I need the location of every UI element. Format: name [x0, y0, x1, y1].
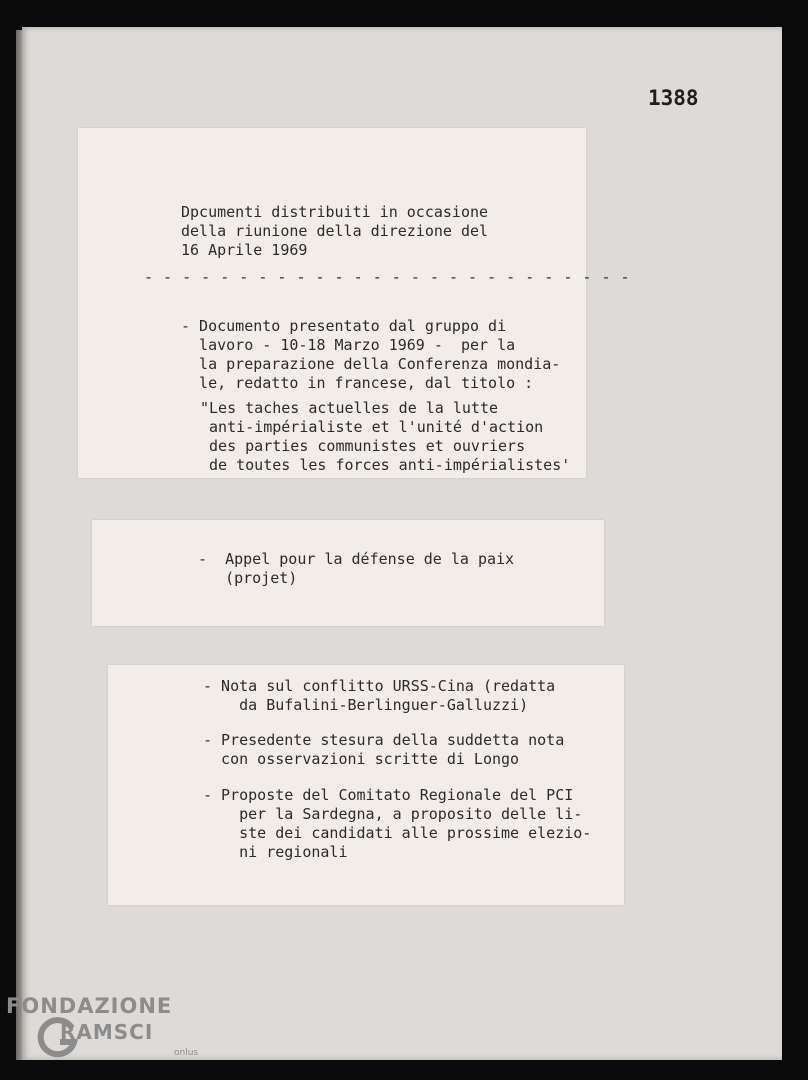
item1-line: le, redatto in francese, dal titolo : [181, 374, 534, 392]
item1-quote-line: des parties communistes et ouvriers [200, 437, 526, 455]
item1-line: la preparazione della Conferenza mondia- [181, 355, 561, 373]
logo-line2: RAMSCI [60, 1020, 154, 1044]
item3-line: ni regionali [203, 843, 348, 861]
item1-quote-line: anti-impérialiste et l'unité d'action [200, 418, 544, 436]
logo-line1: FONDAZIONE [6, 994, 173, 1018]
logo-suffix: onlus [174, 1048, 199, 1058]
slip-appeal [92, 520, 604, 626]
item1-quote-line: de toutes les forces anti-impérialistes' [200, 456, 571, 474]
page-number: 1388 [648, 86, 699, 110]
item3-line: - Presedente stesura della suddetta nota [203, 731, 565, 749]
separator-dashes: - - - - - - - - - - - - - - - - - - - - - - - - - - [144, 268, 631, 286]
item3-line: ste dei candidati alle prossime elezio- [203, 824, 592, 842]
header-line: Dpcumenti distribuiti in occasione [181, 203, 489, 221]
item1-line: lavoro - 10-18 Marzo 1969 - per la [181, 336, 516, 354]
item3-line: - Proposte del Comitato Regionale del PCI [203, 786, 574, 804]
item1-line: - Documento presentato dal gruppo di [181, 317, 507, 335]
item1-quote-line: "Les taches actuelles de la lutte [200, 399, 499, 417]
item2-line: - Appel pour la défense de la paix [198, 550, 515, 568]
item3-line: da Bufalini-Berlinguer-Galluzzi) [203, 696, 529, 714]
header-line: 16 Aprile 1969 [181, 241, 308, 259]
item2-line: (projet) [198, 569, 298, 587]
item3-line: - Nota sul conflitto URSS-Cina (redatta [203, 677, 556, 695]
header-line: della riunione della direzione del [181, 222, 489, 240]
item3-line: per la Sardegna, a proposito delle li- [203, 805, 583, 823]
item3-line: con osservazioni scritte di Longo [203, 750, 520, 768]
